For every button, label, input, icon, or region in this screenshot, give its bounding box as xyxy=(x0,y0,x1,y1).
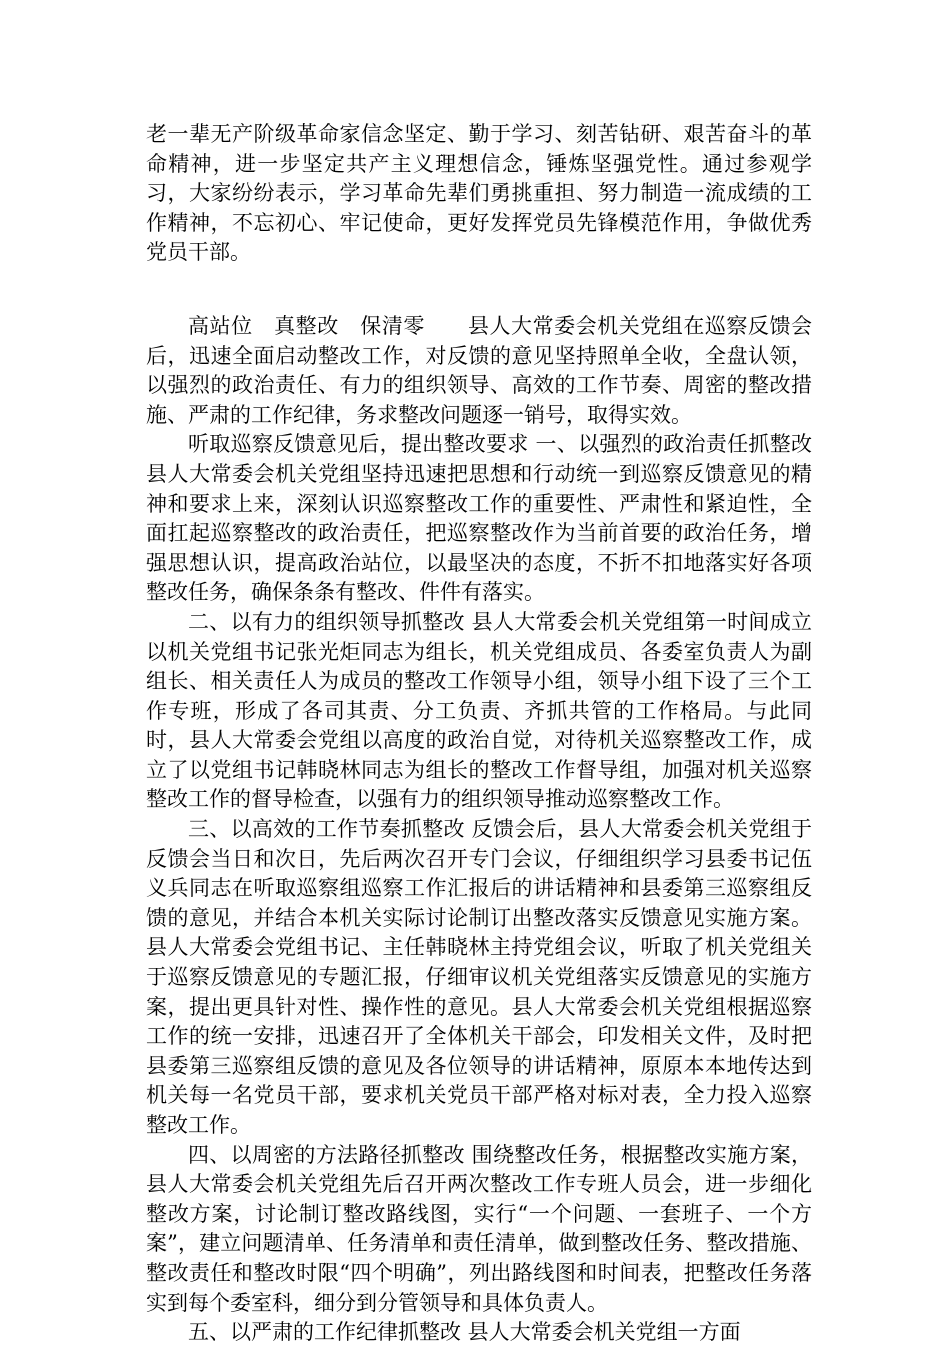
section-title: 高站位 真整改 保清零 xyxy=(188,313,468,338)
paragraph-intro-continuation: 老一辈无产阶级革命家信念坚定、勤于学习、刻苦钻研、艰苦奋斗的革命精神，进一步坚定共产主义理想信念，锤炼坚强党性。通过参观学习，大家纷纷表示，学习革命先辈们勇挑重担、努力制造一流成绩的工作精神，不忘初心、牢记使命，更好发挥党员先锋模范作用，争做优秀党员干部。 xyxy=(146,122,812,265)
paragraph-item-4: 四、以周密的方法路径抓整改 围绕整改任务，根据整改实施方案，县人大常委会机关党组先后召开两次整改工作专班人员会，进一步细化整改方案，讨论制订整改路线图，实行“一个问题、一套班子、一个方案”，建立问题清单、任务清单和责任清单，做到整改任务、整改措施、整改责任和整改时限“四个明确”，列出路线图和时间表，把整改任务落实到每个委室科，细分到分管领导和具体负责人。 xyxy=(146,1142,812,1315)
paragraph-item-2: 二、以有力的组织领导抓整改 县人大常委会机关党组第一时间成立以机关党组书记张光炬同志为组长，机关党组成员、各委室负责人为副组长、相关责任人为成员的整改工作领导小组，领导小组下设了三个工作专班，形成了各司其责、分工负责、齐抓共管的工作格局。与此同时，县人大常委会党组以高度的政治自觉，对待机关巡察整改工作，成立了以党组书记韩晓林同志为组长的整改工作督导组，加强对机关巡察整改工作的督导检查，以强有力的组织领导推动巡察整改工作。 xyxy=(146,609,812,812)
paragraph-item-1: 听取巡察反馈意见后，提出整改要求 一、以强烈的政治责任抓整改 县人大常委会机关党组坚持迅速把思想和行动统一到巡察反馈意见的精神和要求上来，深刻认识巡察整改工作的重要性、严肃性和紧迫性，全面扛起巡察整改的政治责任，把巡察整改作为当前首要的政治任务，增强思想认识，提高政治站位，以最坚决的态度，不折不扣地落实好各项整改任务，确保条条有整改、件件有落实。 xyxy=(146,432,812,605)
paragraph-item-5: 五、以严肃的工作纪律抓整改 县人大常委会机关党组一方面 xyxy=(188,1320,741,1345)
paragraph-item-3: 三、以高效的工作节奏抓整改 反馈会后，县人大常委会机关党组于反馈会当日和次日，先后两次召开专门会议，仔细组织学习县委书记伍义兵同志在听取巡察组巡察工作汇报后的讲话精神和县委第三巡察组反馈的意见，并结合本机关实际讨论制订出整改落实反馈意见实施方案。县人大常委会党组书记、主任韩晓林主持党组会议，听取了机关党组关于巡察反馈意见的专题汇报，仔细审议机关党组落实反馈意见的实施方案，提出更具针对性、操作性的意见。县人大常委会机关党组根据巡察工作的统一安排，迅速召开了全体机关干部会，印发相关文件，及时把县委第三巡察组反馈的意见及各位领导的讲话精神，原原本本地传达到机关每一名党员干部，要求机关党员干部严格对标对表，全力投入巡察整改工作。 xyxy=(146,817,812,1137)
paragraph-section-lead xyxy=(146,312,812,430)
section-lead-text: 县人大常委会机关党组在巡察反馈会后，迅速全面启动整改工作，对反馈的意见坚持照单全收，全盘认领，以强烈的政治责任、有力的组织领导、高效的工作节奏、周密的整改措施、严肃的工作纪律，务求整改问题逐一销号，取得实效。 xyxy=(146,313,813,427)
document-page xyxy=(146,120,812,1348)
paragraph-gap xyxy=(146,268,812,312)
